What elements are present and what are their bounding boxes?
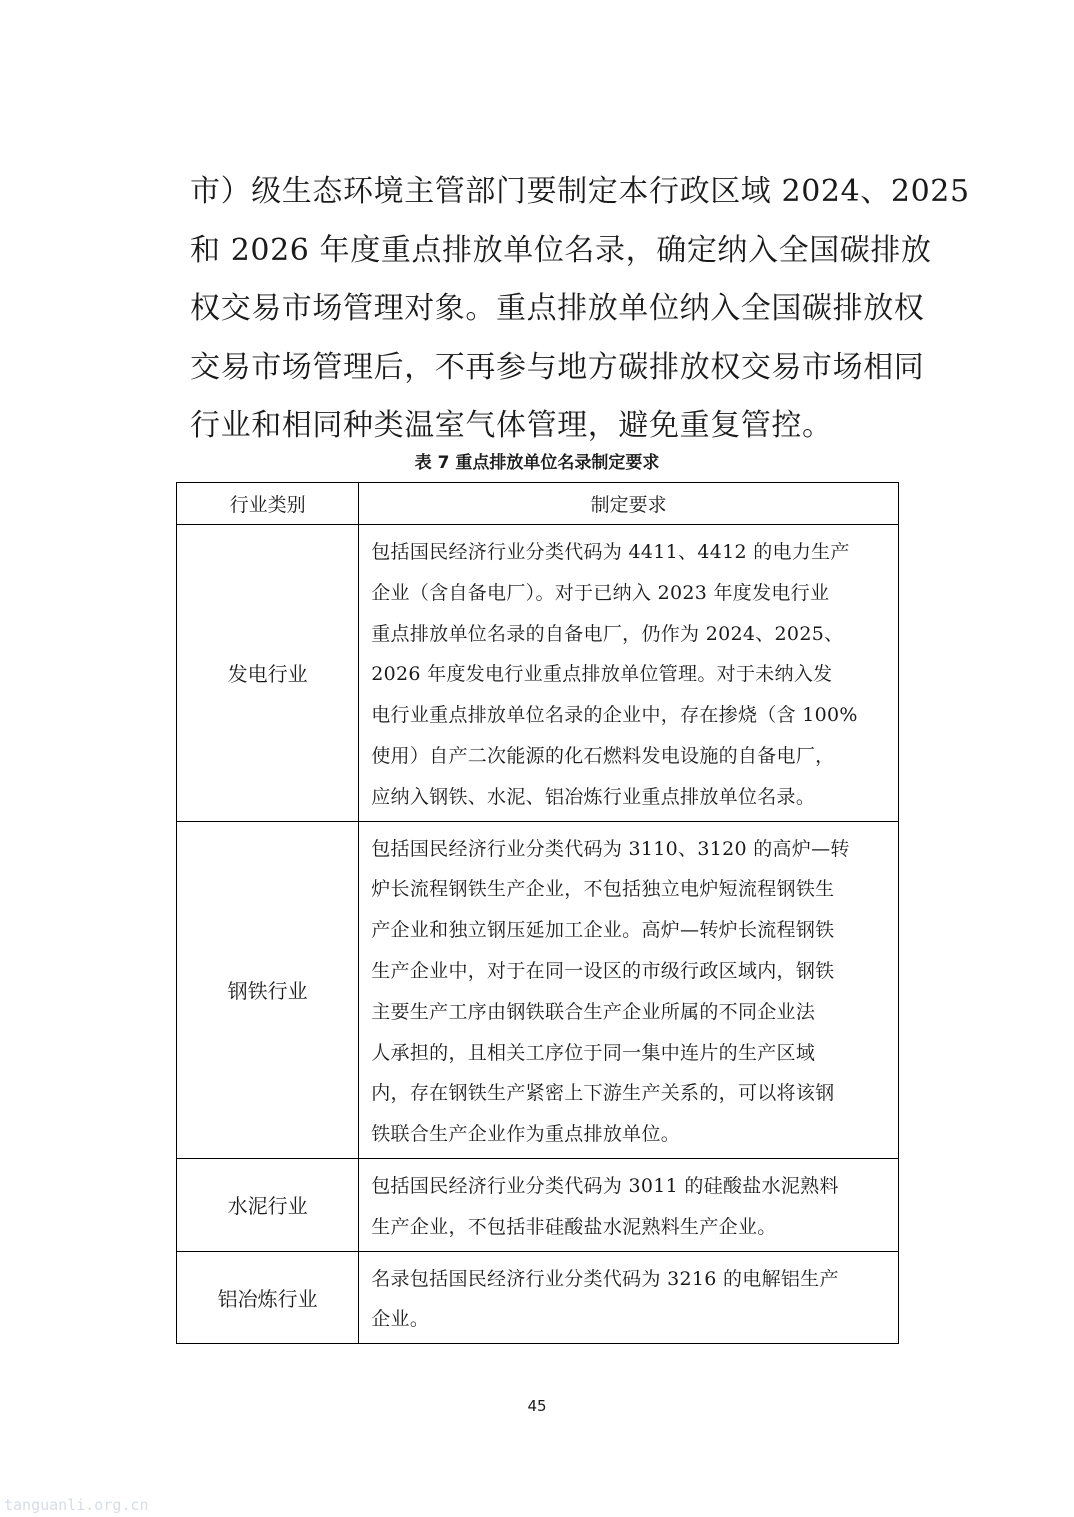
category-cell: 铝冶炼行业 [177, 1251, 359, 1344]
requirement-line: 企业。 [371, 1308, 430, 1331]
requirement-line: 使用）自产二次能源的化石燃料发电设施的自备电厂， [371, 744, 835, 767]
body-line: 行业和相同种类温室气体管理，避免重复管控。 [190, 408, 833, 443]
requirement-line: 人承担的，且相关工序位于同一集中连片的生产区域 [371, 1041, 816, 1064]
requirement-line: 电行业重点排放单位名录的企业中，存在掺烧（含 100% [371, 704, 858, 727]
page-number: 45 [527, 1397, 547, 1415]
watermark-text: tanguanli.org.cn [4, 1496, 149, 1514]
header-category: 行业类别 [177, 483, 359, 525]
requirement-line: 生产企业中，对于在同一设区的市级行政区域内，钢铁 [371, 959, 835, 982]
requirements-table [176, 482, 899, 1344]
category-cell: 发电行业 [177, 525, 359, 822]
requirement-line: 企业（含自备电厂）。对于已纳入 2023 年度发电行业 [371, 581, 830, 604]
category-cell: 水泥行业 [177, 1158, 359, 1251]
category-cell: 钢铁行业 [177, 821, 359, 1158]
body-paragraph [190, 163, 970, 456]
requirement-line: 炉长流程钢铁生产企业，不包括独立电炉短流程钢铁生 [371, 878, 835, 901]
body-line: 权交易市场管理对象。重点排放单位纳入全国碳排放权 [190, 291, 925, 326]
requirement-line: 包括国民经济行业分类代码为 3011 的硅酸盐水泥熟料 [371, 1174, 839, 1197]
requirement-cell [359, 1158, 899, 1251]
requirement-cell [359, 525, 899, 822]
table-header-row [177, 483, 899, 525]
table-row [177, 1158, 899, 1251]
requirement-line: 产企业和独立钢压延加工企业。高炉—转炉长流程钢铁 [371, 919, 835, 942]
requirement-line: 名录包括国民经济行业分类代码为 3216 的电解铝生产 [371, 1267, 839, 1290]
body-line: 交易市场管理后，不再参与地方碳排放权交易市场相同 [190, 349, 925, 385]
requirement-line: 内，存在钢铁生产紧密上下游生产关系的，可以将该钢 [371, 1082, 835, 1105]
table-row [177, 1251, 899, 1344]
requirement-line: 应纳入钢铁、水泥、铝冶炼行业重点排放单位名录。 [371, 785, 816, 808]
requirement-cell [359, 1251, 899, 1344]
table-row [177, 821, 899, 1158]
requirement-line: 包括国民经济行业分类代码为 4411、4412 的电力生产 [371, 541, 850, 563]
requirement-line: 重点排放单位名录的自备电厂，仍作为 2024、2025、 [371, 622, 844, 645]
header-requirement: 制定要求 [359, 483, 899, 525]
table-row [177, 525, 899, 822]
requirement-line: 包括国民经济行业分类代码为 3110、3120 的高炉—转 [371, 837, 850, 860]
requirement-line: 2026 年度发电行业重点排放单位管理。对于未纳入发 [371, 663, 833, 686]
body-line: 和 2026 年度重点排放单位名录，确定纳入全国碳排放 [190, 232, 932, 268]
requirement-cell [359, 821, 899, 1158]
table-caption: 表 7 重点排放单位名录制定要求 [414, 453, 660, 473]
requirement-line: 生产企业，不包括非硅酸盐水泥熟料生产企业。 [371, 1215, 777, 1238]
requirement-line: 铁联合生产企业作为重点排放单位。 [371, 1123, 681, 1146]
body-line: 市）级生态环境主管部门要制定本行政区域 2024、2025 [190, 174, 970, 209]
requirement-line: 主要生产工序由钢铁联合生产企业所属的不同企业法 [371, 1000, 816, 1023]
